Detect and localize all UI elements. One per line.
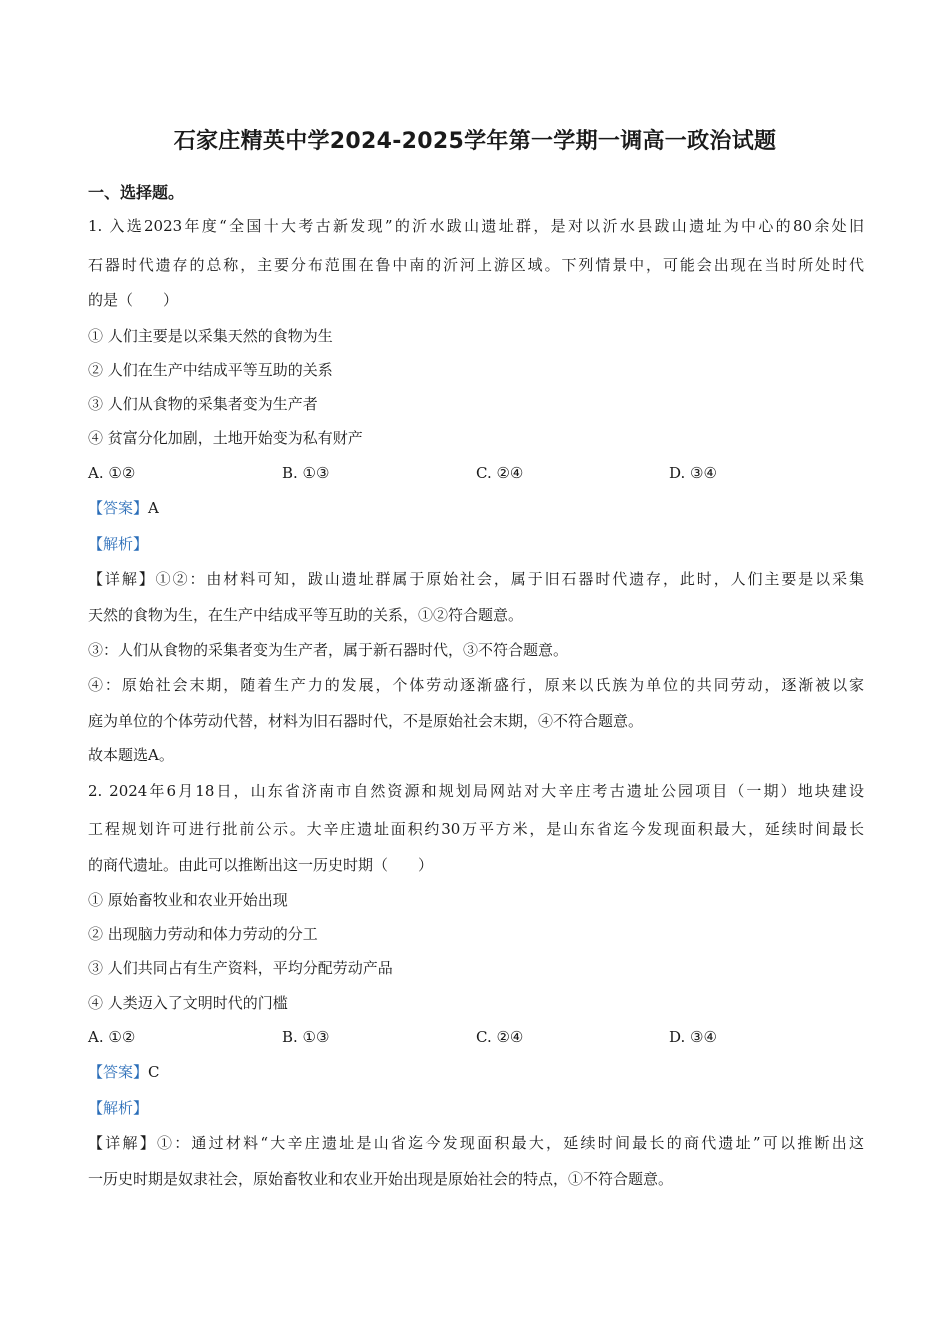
q1-option-c: C. ②④ — [476, 464, 524, 482]
q1-analysis — [88, 534, 864, 554]
q2-option-b: B. ①③ — [282, 1028, 330, 1046]
q1-detail-line: ④：原始社会末期，随着生产力的发展，个体劳动逐渐盛行，原来以氏族为单位的共同劳动，逐渐被以家 — [88, 676, 864, 694]
q1-option-d: D. ③④ — [669, 464, 717, 482]
analysis-tag: 【解析】 — [88, 1099, 149, 1117]
q1-detail-line — [88, 569, 864, 589]
q2-answer — [88, 1062, 864, 1082]
q1-answer — [88, 498, 864, 518]
detail-tag: 【详解】 — [88, 570, 156, 588]
answer-value: A — [148, 499, 159, 517]
q1-option-b: B. ①③ — [282, 464, 330, 482]
answer-value: C — [148, 1063, 160, 1081]
q1-item: ③ 人们从食物的采集者变为生产者 — [88, 395, 318, 413]
q1-conclusion: 故本题选A。 — [88, 746, 174, 764]
q2-option-a: A. ①② — [88, 1028, 136, 1046]
q1-stem-line: 石器时代遗存的总称，主要分布范围在鲁中南的沂河上游区域。下列情景中，可能会出现在当时所处时代 — [88, 256, 864, 274]
section-heading: 一、选择题。 — [88, 183, 185, 202]
q2-option-d: D. ③④ — [669, 1028, 717, 1046]
q2-item: ① 原始畜牧业和农业开始出现 — [88, 891, 288, 909]
q1-item: ② 人们在生产中结成平等互助的关系 — [88, 361, 333, 379]
exam-title: 石家庄精英中学2024-2025学年第一学期一调高一政治试题 — [173, 129, 777, 154]
q2-item: ④ 人类迈入了文明时代的门槛 — [88, 994, 288, 1012]
q2-detail-line — [88, 1133, 864, 1153]
detail-tag: 【详解】 — [88, 1134, 157, 1152]
answer-tag: 【答案】 — [88, 499, 149, 517]
detail-text: ①：通过材料“大辛庄遗址是山省迄今发现面积最大，延续时间最长的商代遗址”可以推断出这 — [156, 1134, 864, 1152]
analysis-tag: 【解析】 — [88, 535, 149, 553]
q1-item: ① 人们主要是以采集天然的食物为生 — [88, 327, 333, 345]
detail-text: ①②：由材料可知，跋山遗址群属于原始社会，属于旧石器时代遗存，此时，人们主要是以采集 — [155, 570, 864, 588]
q2-option-c: C. ②④ — [476, 1028, 524, 1046]
q1-stem-line: 的是（ ） — [88, 291, 179, 309]
q2-item: ③ 人们共同占有生产资料，平均分配劳动产品 — [88, 959, 393, 977]
q1-stem-line: 1. 入选2023年度“全国十大考古新发现”的沂水跋山遗址群，是对以沂水县跋山遗址为中心的80余处旧 — [88, 217, 864, 235]
q1-option-a: A. ①② — [88, 464, 136, 482]
q1-detail-line: 天然的食物为生，在生产中结成平等互助的关系，①②符合题意。 — [88, 606, 524, 624]
answer-tag: 【答案】 — [88, 1063, 149, 1081]
q1-detail-line: 庭为单位的个体劳动代替，材料为旧石器时代，不是原始社会末期，④不符合题意。 — [88, 712, 644, 730]
q2-stem-line: 的商代遗址。由此可以推断出这一历史时期（ ） — [88, 856, 434, 874]
q1-detail-line: ③：人们从食物的采集者变为生产者，属于新石器时代，③不符合题意。 — [88, 641, 569, 659]
q2-item: ② 出现脑力劳动和体力劳动的分工 — [88, 925, 318, 943]
q1-item: ④ 贫富分化加剧，土地开始变为私有财产 — [88, 429, 363, 447]
q2-stem-line: 2. 2024年6月18日，山东省济南市自然资源和规划局网站对大辛庄考古遗址公园项目（一期）地块建设 — [88, 782, 864, 800]
q2-detail-line: 一历史时期是奴隶社会，原始畜牧业和农业开始出现是原始社会的特点，①不符合题意。 — [88, 1170, 674, 1188]
q2-analysis — [88, 1098, 864, 1118]
q2-stem-line: 工程规划许可进行批前公示。大辛庄遗址面积约30万平方米，是山东省迄今发现面积最大，延续时间最长 — [88, 820, 864, 838]
